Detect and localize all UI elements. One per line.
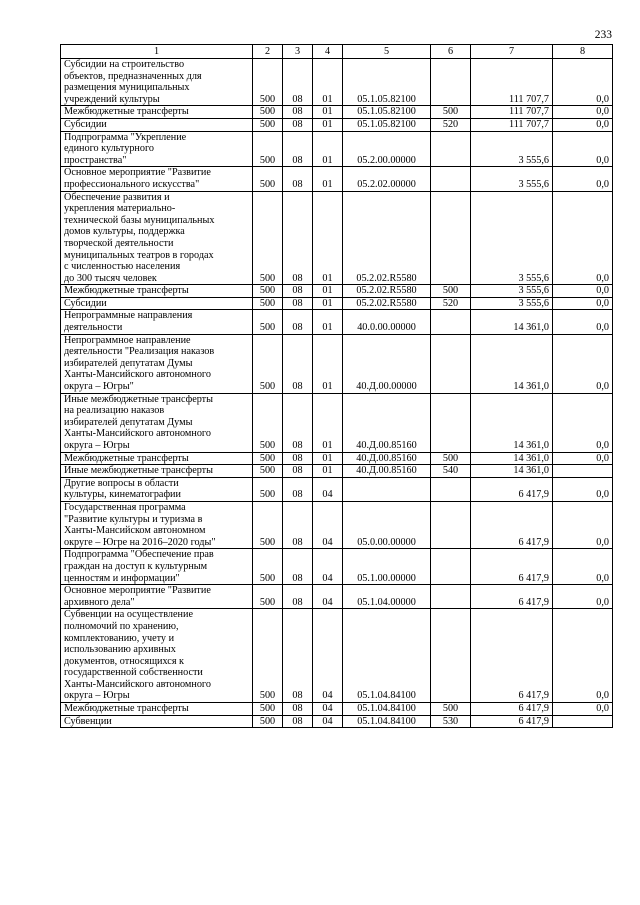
table-row bbox=[61, 452, 613, 465]
table-row bbox=[61, 715, 613, 728]
cell-subsection: 04 bbox=[313, 501, 343, 548]
table-row bbox=[61, 609, 613, 703]
cell-name: Иные межбюджетные трансферты bbox=[61, 465, 253, 478]
cell-amount-2: 0,0 bbox=[553, 131, 613, 167]
cell-ministry-code: 500 bbox=[253, 59, 283, 106]
cell-target-article: 40.Д.00.85160 bbox=[343, 452, 431, 465]
table-row bbox=[61, 465, 613, 478]
table-row bbox=[61, 118, 613, 131]
cell-amount: 3 555,6 bbox=[471, 285, 553, 298]
cell-expense-type bbox=[431, 59, 471, 106]
cell-amount: 14 361,0 bbox=[471, 465, 553, 478]
table-row bbox=[61, 191, 613, 285]
cell-expense-type bbox=[431, 477, 471, 501]
cell-section: 08 bbox=[283, 59, 313, 106]
cell-section: 08 bbox=[283, 191, 313, 285]
cell-amount: 3 555,6 bbox=[471, 167, 553, 191]
cell-subsection: 04 bbox=[313, 715, 343, 728]
cell-amount-2: 0,0 bbox=[553, 703, 613, 716]
cell-section: 08 bbox=[283, 334, 313, 393]
column-header: 4 bbox=[313, 45, 343, 59]
cell-target-article: 40.Д.00.85160 bbox=[343, 393, 431, 452]
column-header: 6 bbox=[431, 45, 471, 59]
cell-subsection: 01 bbox=[313, 285, 343, 298]
table-row bbox=[61, 131, 613, 167]
cell-amount: 111 707,7 bbox=[471, 106, 553, 119]
table-row bbox=[61, 167, 613, 191]
cell-target-article: 05.2.02.R5580 bbox=[343, 285, 431, 298]
cell-expense-type: 500 bbox=[431, 106, 471, 119]
cell-amount-2: 0,0 bbox=[553, 118, 613, 131]
cell-ministry-code: 500 bbox=[253, 334, 283, 393]
cell-subsection: 04 bbox=[313, 549, 343, 585]
cell-target-article: 40.Д.00.00000 bbox=[343, 334, 431, 393]
cell-subsection: 01 bbox=[313, 131, 343, 167]
cell-target-article: 05.1.05.82100 bbox=[343, 59, 431, 106]
cell-amount-2: 0,0 bbox=[553, 393, 613, 452]
cell-expense-type bbox=[431, 334, 471, 393]
cell-amount: 6 417,9 bbox=[471, 501, 553, 548]
cell-expense-type: 530 bbox=[431, 715, 471, 728]
cell-target-article: 05.2.02.00000 bbox=[343, 167, 431, 191]
cell-amount: 14 361,0 bbox=[471, 393, 553, 452]
cell-subsection: 01 bbox=[313, 334, 343, 393]
cell-section: 08 bbox=[283, 549, 313, 585]
cell-subsection: 04 bbox=[313, 703, 343, 716]
cell-amount: 6 417,9 bbox=[471, 549, 553, 585]
cell-ministry-code: 500 bbox=[253, 715, 283, 728]
cell-name: Межбюджетные трансферты bbox=[61, 452, 253, 465]
table-row bbox=[61, 585, 613, 609]
cell-section: 08 bbox=[283, 310, 313, 334]
cell-ministry-code: 500 bbox=[253, 501, 283, 548]
cell-section: 08 bbox=[283, 285, 313, 298]
cell-amount: 6 417,9 bbox=[471, 703, 553, 716]
cell-ministry-code: 500 bbox=[253, 285, 283, 298]
cell-ministry-code: 500 bbox=[253, 297, 283, 310]
cell-target-article: 05.1.05.82100 bbox=[343, 106, 431, 119]
table-header-row bbox=[61, 45, 613, 59]
cell-section: 08 bbox=[283, 609, 313, 703]
table-row bbox=[61, 501, 613, 548]
cell-expense-type: 500 bbox=[431, 452, 471, 465]
cell-ministry-code: 500 bbox=[253, 549, 283, 585]
cell-subsection: 04 bbox=[313, 477, 343, 501]
cell-name: Подпрограмма "Обеспечение прав граждан на доступ к культурным ценностям и информации" bbox=[61, 549, 253, 585]
cell-amount: 14 361,0 bbox=[471, 310, 553, 334]
cell-section: 08 bbox=[283, 297, 313, 310]
cell-ministry-code: 500 bbox=[253, 167, 283, 191]
cell-expense-type: 540 bbox=[431, 465, 471, 478]
cell-name: Субвенции на осуществление полномочий по хранению, комплектованию, учету и использованию архивных документов, относящихся к государственной собственности Ханты-Мансийского автономного округа – Югры bbox=[61, 609, 253, 703]
table-row bbox=[61, 549, 613, 585]
cell-subsection: 01 bbox=[313, 393, 343, 452]
table-row bbox=[61, 334, 613, 393]
cell-expense-type: 500 bbox=[431, 703, 471, 716]
cell-amount-2 bbox=[553, 465, 613, 478]
cell-amount: 14 361,0 bbox=[471, 452, 553, 465]
cell-target-article: 05.1.04.00000 bbox=[343, 585, 431, 609]
cell-target-article: 05.1.05.82100 bbox=[343, 118, 431, 131]
cell-amount-2: 0,0 bbox=[553, 285, 613, 298]
budget-table bbox=[60, 44, 613, 728]
cell-amount-2: 0,0 bbox=[553, 59, 613, 106]
cell-subsection: 01 bbox=[313, 310, 343, 334]
cell-amount: 6 417,9 bbox=[471, 477, 553, 501]
cell-expense-type bbox=[431, 501, 471, 548]
cell-name: Обеспечение развития и укрепления материально- технической базы муниципальных домов культуры, поддержка творческой деятельности муниципальных театров в городах с численностью населения до 300 тысяч человек bbox=[61, 191, 253, 285]
cell-section: 08 bbox=[283, 501, 313, 548]
cell-amount: 6 417,9 bbox=[471, 609, 553, 703]
cell-ministry-code: 500 bbox=[253, 585, 283, 609]
table-row bbox=[61, 106, 613, 119]
cell-target-article: 05.0.00.00000 bbox=[343, 501, 431, 548]
cell-subsection: 04 bbox=[313, 585, 343, 609]
cell-target-article: 05.1.04.84100 bbox=[343, 609, 431, 703]
table-row bbox=[61, 297, 613, 310]
cell-ministry-code: 500 bbox=[253, 452, 283, 465]
cell-amount-2: 0,0 bbox=[553, 297, 613, 310]
cell-amount: 111 707,7 bbox=[471, 59, 553, 106]
cell-name: Субсидии bbox=[61, 118, 253, 131]
column-header: 1 bbox=[61, 45, 253, 59]
cell-name: Непрограммные направления деятельности bbox=[61, 310, 253, 334]
cell-target-article: 05.1.04.84100 bbox=[343, 715, 431, 728]
cell-expense-type bbox=[431, 310, 471, 334]
cell-amount: 3 555,6 bbox=[471, 191, 553, 285]
cell-subsection: 01 bbox=[313, 106, 343, 119]
table-row bbox=[61, 59, 613, 106]
cell-expense-type bbox=[431, 167, 471, 191]
cell-expense-type: 520 bbox=[431, 118, 471, 131]
column-header: 7 bbox=[471, 45, 553, 59]
cell-subsection: 01 bbox=[313, 118, 343, 131]
cell-amount-2: 0,0 bbox=[553, 334, 613, 393]
cell-section: 08 bbox=[283, 703, 313, 716]
cell-section: 08 bbox=[283, 106, 313, 119]
cell-name: Межбюджетные трансферты bbox=[61, 703, 253, 716]
cell-subsection: 01 bbox=[313, 297, 343, 310]
cell-name: Иные межбюджетные трансферты на реализацию наказов избирателей депутатам Думы Ханты-Мансийского автономного округа – Югры bbox=[61, 393, 253, 452]
cell-amount-2: 0,0 bbox=[553, 609, 613, 703]
cell-expense-type bbox=[431, 585, 471, 609]
cell-section: 08 bbox=[283, 167, 313, 191]
cell-subsection: 01 bbox=[313, 452, 343, 465]
cell-ministry-code: 500 bbox=[253, 465, 283, 478]
cell-amount: 111 707,7 bbox=[471, 118, 553, 131]
cell-amount: 6 417,9 bbox=[471, 715, 553, 728]
cell-target-article: 40.0.00.00000 bbox=[343, 310, 431, 334]
cell-section: 08 bbox=[283, 477, 313, 501]
cell-name: Субвенции bbox=[61, 715, 253, 728]
cell-ministry-code: 500 bbox=[253, 191, 283, 285]
cell-section: 08 bbox=[283, 393, 313, 452]
cell-amount-2: 0,0 bbox=[553, 585, 613, 609]
cell-name: Государственная программа "Развитие культуры и туризма в Ханты-Мансийском автономном округе – Югре на 2016–2020 годы" bbox=[61, 501, 253, 548]
cell-target-article: 05.2.00.00000 bbox=[343, 131, 431, 167]
cell-target-article: 05.1.00.00000 bbox=[343, 549, 431, 585]
cell-expense-type bbox=[431, 131, 471, 167]
cell-section: 08 bbox=[283, 118, 313, 131]
cell-expense-type: 500 bbox=[431, 285, 471, 298]
cell-amount-2: 0,0 bbox=[553, 106, 613, 119]
cell-ministry-code: 500 bbox=[253, 106, 283, 119]
cell-name: Межбюджетные трансферты bbox=[61, 106, 253, 119]
cell-expense-type bbox=[431, 393, 471, 452]
cell-section: 08 bbox=[283, 715, 313, 728]
cell-section: 08 bbox=[283, 465, 313, 478]
cell-ministry-code: 500 bbox=[253, 118, 283, 131]
cell-target-article bbox=[343, 477, 431, 501]
cell-ministry-code: 500 bbox=[253, 609, 283, 703]
table-row bbox=[61, 393, 613, 452]
column-header: 5 bbox=[343, 45, 431, 59]
cell-subsection: 01 bbox=[313, 167, 343, 191]
cell-subsection: 04 bbox=[313, 609, 343, 703]
cell-amount: 6 417,9 bbox=[471, 585, 553, 609]
cell-name: Подпрограмма "Укрепление единого культурного пространства" bbox=[61, 131, 253, 167]
table-row bbox=[61, 310, 613, 334]
column-header: 2 bbox=[253, 45, 283, 59]
table-row bbox=[61, 285, 613, 298]
cell-name: Основное мероприятие "Развитие профессионального искусства" bbox=[61, 167, 253, 191]
cell-amount-2: 0,0 bbox=[553, 477, 613, 501]
cell-ministry-code: 500 bbox=[253, 393, 283, 452]
cell-target-article: 05.2.02.R5580 bbox=[343, 297, 431, 310]
table-body bbox=[61, 59, 613, 728]
column-header: 8 bbox=[553, 45, 613, 59]
cell-name: Основное мероприятие "Развитие архивного дела" bbox=[61, 585, 253, 609]
cell-target-article: 05.2.02.R5580 bbox=[343, 191, 431, 285]
cell-subsection: 01 bbox=[313, 191, 343, 285]
cell-amount-2: 0,0 bbox=[553, 310, 613, 334]
cell-section: 08 bbox=[283, 452, 313, 465]
cell-expense-type bbox=[431, 549, 471, 585]
cell-target-article: 40.Д.00.85160 bbox=[343, 465, 431, 478]
column-header: 3 bbox=[283, 45, 313, 59]
cell-name: Непрограммное направление деятельности "Реализация наказов избирателей депутатам Думы Ханты-Мансийского автономного округа – Югры" bbox=[61, 334, 253, 393]
cell-subsection: 01 bbox=[313, 59, 343, 106]
cell-ministry-code: 500 bbox=[253, 477, 283, 501]
cell-name: Другие вопросы в области культуры, кинематографии bbox=[61, 477, 253, 501]
cell-name: Субсидии на строительство объектов, предназначенных для размещения муниципальных учреждений культуры bbox=[61, 59, 253, 106]
cell-ministry-code: 500 bbox=[253, 703, 283, 716]
cell-section: 08 bbox=[283, 585, 313, 609]
cell-amount-2: 0,0 bbox=[553, 549, 613, 585]
cell-amount: 3 555,6 bbox=[471, 131, 553, 167]
cell-name: Субсидии bbox=[61, 297, 253, 310]
cell-expense-type: 520 bbox=[431, 297, 471, 310]
cell-amount-2: 0,0 bbox=[553, 191, 613, 285]
cell-amount: 3 555,6 bbox=[471, 297, 553, 310]
cell-ministry-code: 500 bbox=[253, 310, 283, 334]
cell-amount-2: 0,0 bbox=[553, 452, 613, 465]
cell-expense-type bbox=[431, 191, 471, 285]
cell-amount: 14 361,0 bbox=[471, 334, 553, 393]
cell-name: Межбюджетные трансферты bbox=[61, 285, 253, 298]
table-row bbox=[61, 703, 613, 716]
cell-subsection: 01 bbox=[313, 465, 343, 478]
cell-amount-2 bbox=[553, 715, 613, 728]
cell-target-article: 05.1.04.84100 bbox=[343, 703, 431, 716]
page-number: 233 bbox=[594, 29, 612, 41]
cell-amount-2: 0,0 bbox=[553, 167, 613, 191]
cell-ministry-code: 500 bbox=[253, 131, 283, 167]
cell-section: 08 bbox=[283, 131, 313, 167]
cell-expense-type bbox=[431, 609, 471, 703]
cell-amount-2: 0,0 bbox=[553, 501, 613, 548]
table-row bbox=[61, 477, 613, 501]
